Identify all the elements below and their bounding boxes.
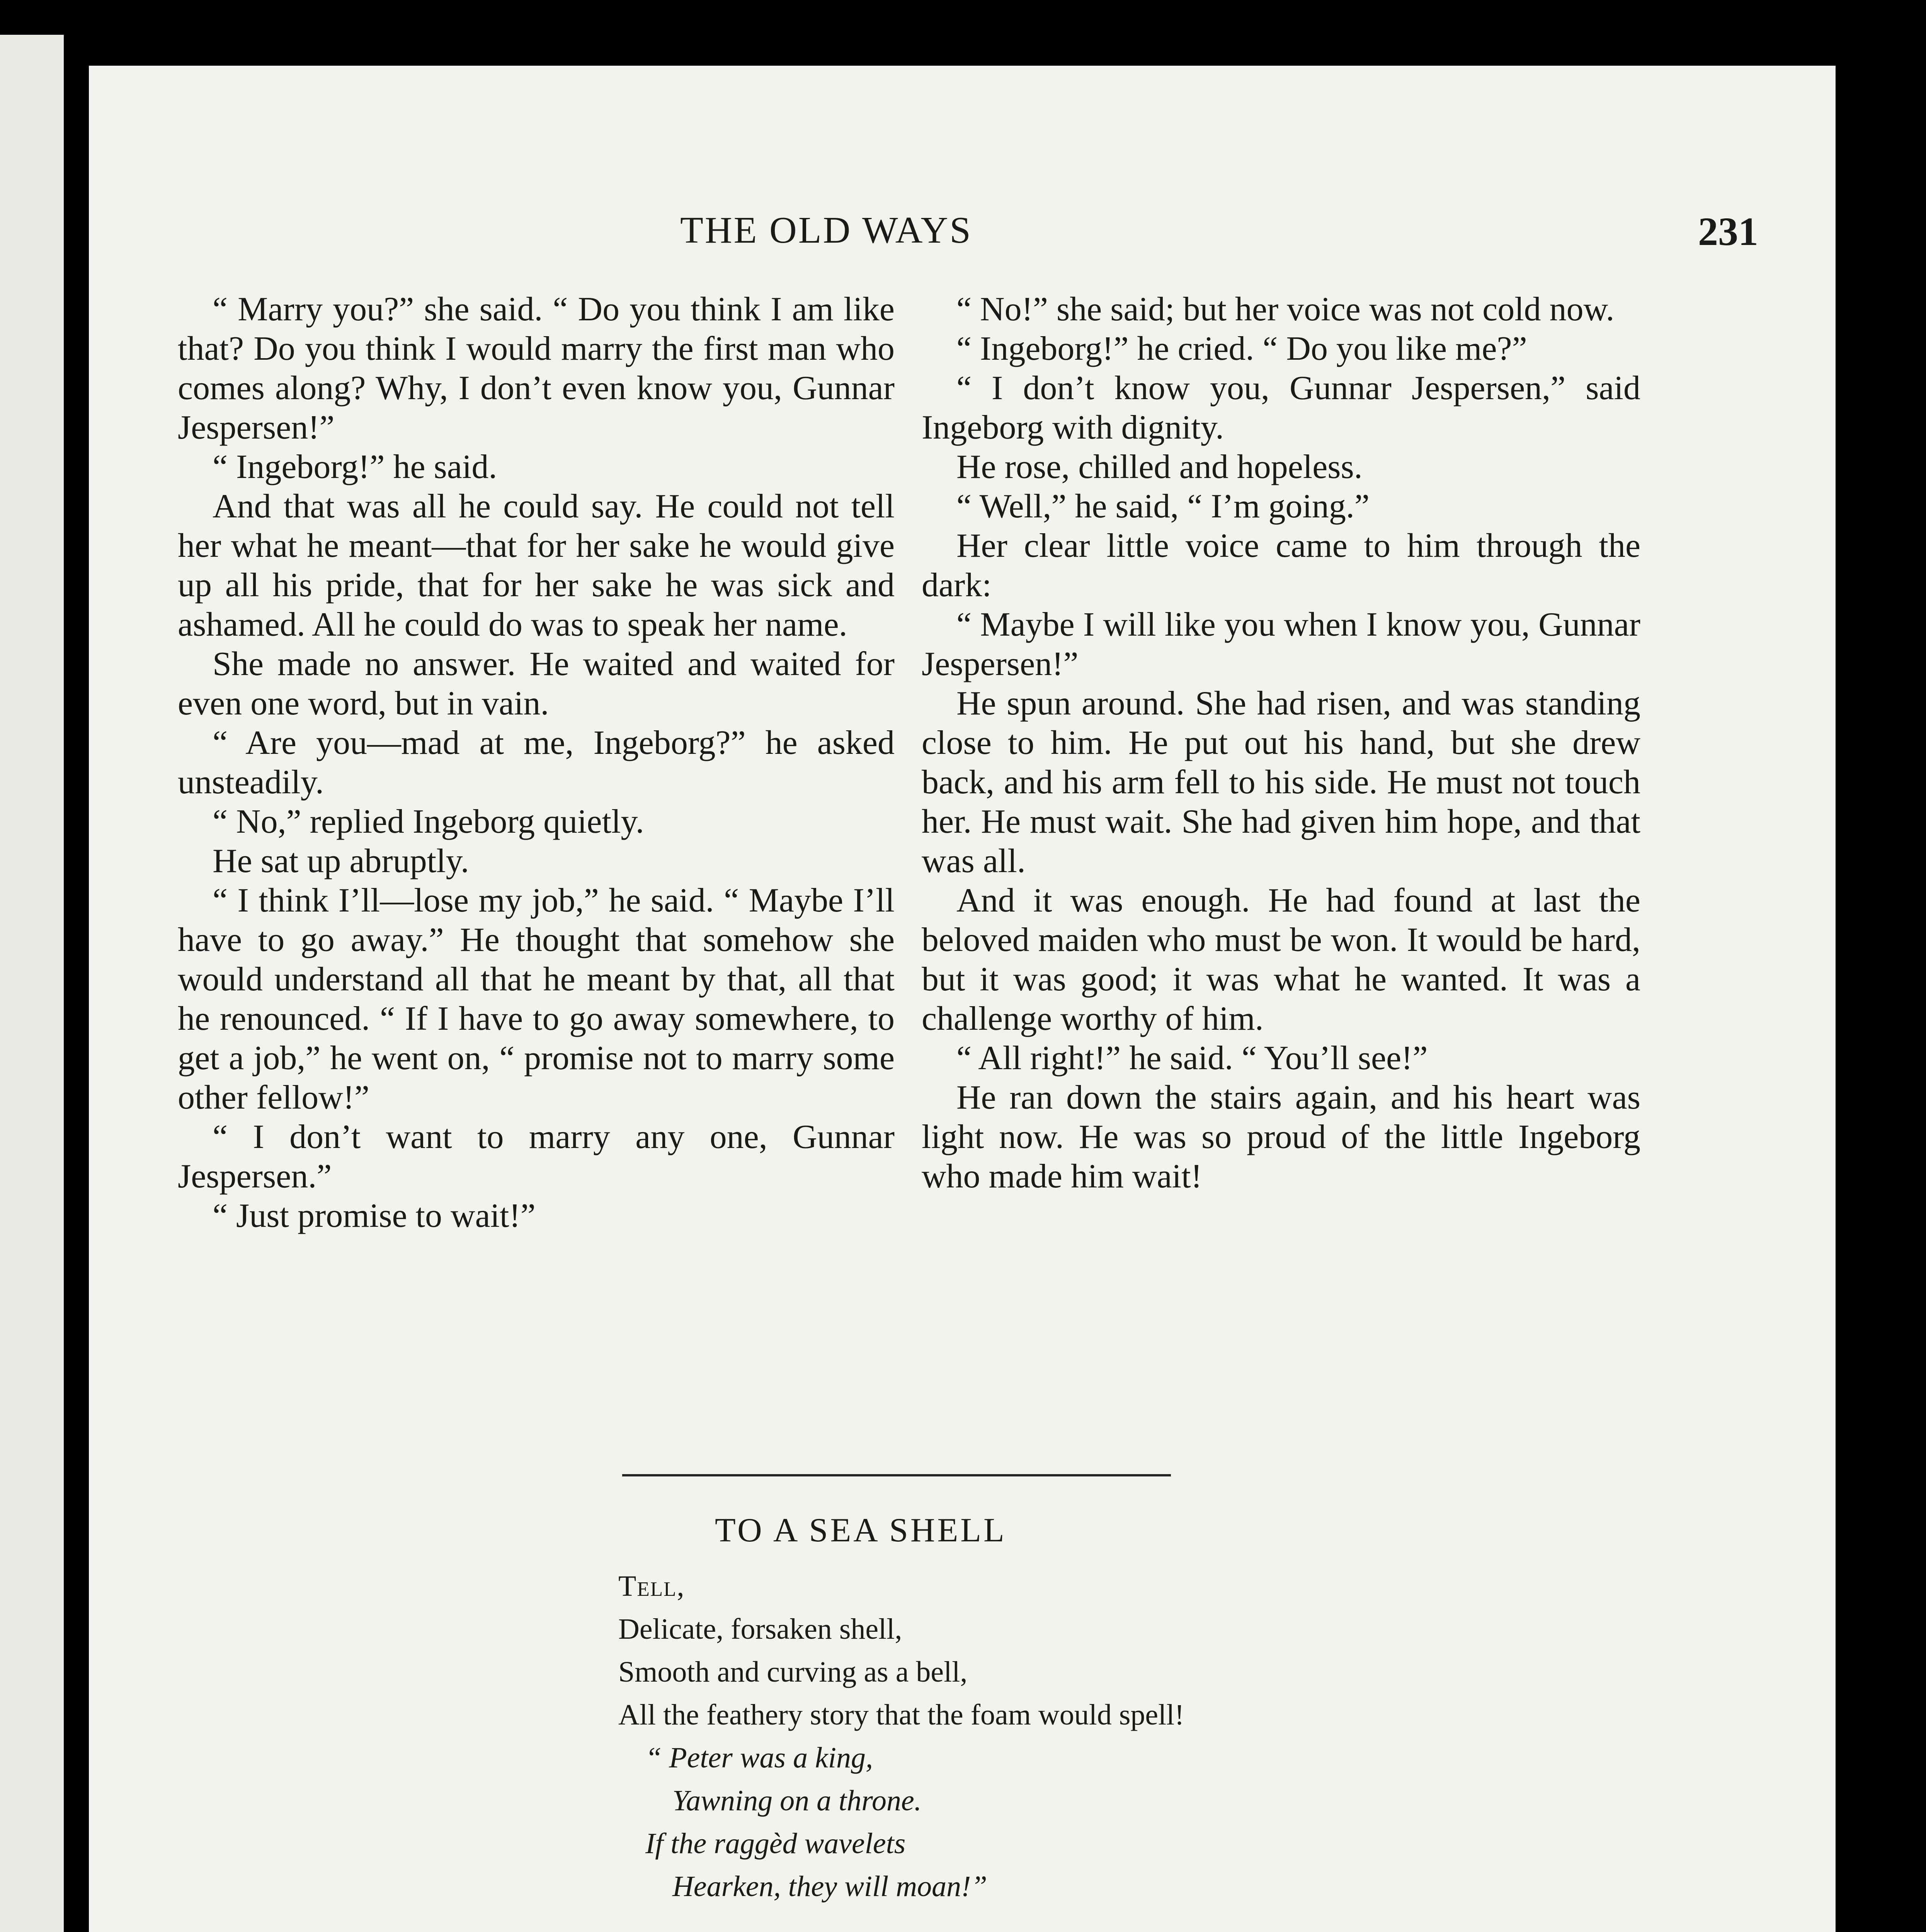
- poem-line: Yawning on a throne.: [672, 1784, 922, 1817]
- story-paragraph: He rose, chilled and hopeless.: [956, 448, 1363, 486]
- story-paragraph: “ Ingeborg!” he cried. “ Do you like me?”: [956, 330, 1527, 367]
- story-paragraph: “ I don’t know you, Gunnar Jespersen,” said Ingeborg with dignity.: [922, 369, 1640, 446]
- story-paragraph: He ran down the stairs again, and his heart was light now. He was so proud of the little Ingeborg who made him wait!: [922, 1079, 1640, 1195]
- story-paragraph: He sat up abruptly.: [213, 842, 469, 880]
- story-paragraph: She made no answer. He waited and waited for even one word, but in vain.: [178, 645, 895, 722]
- poem-line: Smooth and curving as a bell,: [618, 1656, 968, 1688]
- story-paragraph: “ Just promise to wait!”: [213, 1197, 536, 1235]
- story-paragraph: “ All right!” he said. “ You’ll see!”: [956, 1039, 1428, 1077]
- book-gutter: [64, 0, 89, 1932]
- story-paragraph: He spun around. She had risen, and was standing close to him. He put out his hand, but she drew back, and his arm fell to his side. He must not touch her. He must wait. She had given him hope, and that was all.: [922, 685, 1640, 880]
- poem-line: “ Peter was a king,: [645, 1742, 873, 1774]
- poem-line: [618, 1928, 1700, 1932]
- story-paragraph: And it was enough. He had found at last the beloved maiden who must be won. It would be hard, but it was good; it was what he wanted. It was a challenge worthy of him.: [922, 882, 1640, 1037]
- book-page: [89, 66, 1836, 1932]
- story-paragraph: “ I don’t want to marry any one, Gunnar Jespersen.”: [178, 1118, 895, 1195]
- prev-page-glyph: [4, 1928, 27, 1932]
- story-paragraph: “ Maybe I will like you when I know you, Gunnar Jespersen!”: [922, 606, 1640, 683]
- story-paragraph: “ I think I’ll—lose my job,” he said. “ Maybe I’ll have to go away.” He thought that somehow she would understand all that he meant by that, all that he renounced. “ If I have to go away somewhere, to get a job,” he went on, “ promise not to marry some other fellow!”: [178, 882, 895, 1116]
- previous-page-edge: [0, 35, 64, 1932]
- section-divider-rule: [622, 1474, 1171, 1476]
- story-paragraph: “ No!” she said; but her voice was not cold now.: [956, 291, 1615, 328]
- story-paragraph: Her clear little voice came to him through the dark:: [922, 527, 1640, 604]
- page-number: 231: [1698, 209, 1758, 254]
- story-column-left: [178, 290, 895, 1236]
- story-paragraph: “ Are you—mad at me, Ingeborg?” he asked unsteadily.: [178, 724, 895, 801]
- poem-line: All the feathery story that the foam would spell!: [618, 1699, 1184, 1731]
- running-head-title: THE OLD WAYS: [680, 209, 972, 251]
- story-paragraph: “ Ingeborg!” he said.: [213, 448, 497, 486]
- story-column-right: [922, 290, 1640, 1196]
- poem-line: Delicate, forsaken shell,: [618, 1613, 902, 1645]
- poem-line: Tell,: [618, 1570, 685, 1602]
- poem-line: If the raggèd wavelets: [645, 1827, 906, 1860]
- poem-body: [618, 1565, 1700, 1932]
- poem-title: TO A SEA SHELL: [715, 1512, 1007, 1549]
- story-paragraph: “ Marry you?” she said. “ Do you think I am like that? Do you think I would marry the first man who comes along? Why, I don’t even know you, Gunnar Jespersen!”: [178, 291, 895, 446]
- running-head: [89, 209, 1836, 267]
- story-paragraph: “ Well,” he said, “ I’m going.”: [956, 488, 1370, 525]
- poem-line: Hearken, they will moan!”: [672, 1870, 987, 1903]
- story-paragraph: And that was all he could say. He could not tell her what he meant—that for her sake he would give up all his pride, that for her sake he was sick and ashamed. All he could do was to speak her name.: [178, 488, 895, 643]
- stanza-gap: [618, 1908, 1700, 1928]
- previous-page-text-fragments: [4, 1928, 27, 1932]
- story-paragraph: “ No,” replied Ingeborg quietly.: [213, 803, 644, 840]
